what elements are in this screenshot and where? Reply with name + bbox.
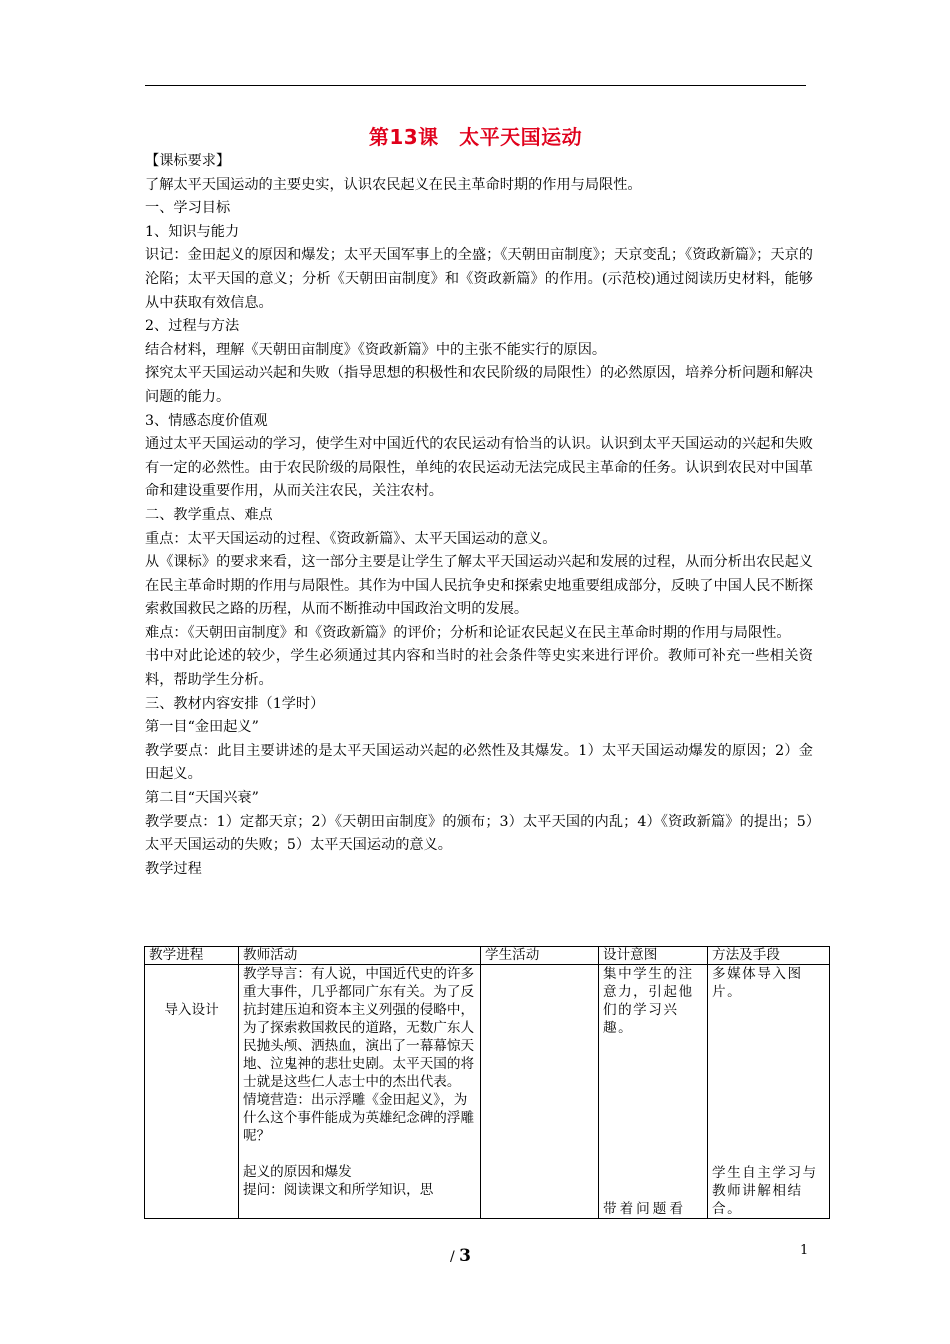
paragraph: 从《课标》的要求来看，这一部分主要是让学生了解太平天国运动兴起和发展的过程，从而分析出农民起义在民主革命时期的作用与局限性。其作为中国人民抗争史和探索史地重要组成部分，反映了中国人民不断探索救国救民之路的历程，从而不断推动中国政治文明的发展。 <box>145 554 813 618</box>
method-text: 多媒体导入图片。 <box>712 966 803 1000</box>
subsection-heading: 第二目“天国兴衰” <box>145 790 259 807</box>
paragraph: 通过太平天国运动的学习，使学生对中国近代的农民运动有恰当的认识。认识到太平天国运动的兴起和失败有一定的必然性。由于农民阶级的局限性，单纯的农民运动无法完成民主革命的任务。认识到农民对中国革命和建设重要作用，从而关注农民，关注农村。 <box>145 436 813 500</box>
cell-method <box>708 965 830 1219</box>
cell-teacher <box>239 965 481 1219</box>
subsection-heading: 3、情感态度价值观 <box>145 412 268 429</box>
page-number: 1 <box>800 1243 809 1258</box>
teacher-topic: 起义的原因和爆发 <box>243 1164 352 1180</box>
subsection-heading: 1、知识与能力 <box>145 223 240 240</box>
section-heading: 一、学习目标 <box>145 200 231 217</box>
cell-student <box>481 965 599 1219</box>
section-heading: 三、教材内容安排（1学时） <box>145 695 325 712</box>
header-method: 方法及手段 <box>708 947 830 965</box>
page-count <box>450 1246 471 1266</box>
paragraph: 探究太平天国运动兴起和失败（指导思想的积极性和农民阶级的局限性）的必然原因，培养分析问题和解决问题的能力。 <box>145 365 813 405</box>
paragraph: 教学要点：此目主要讲述的是太平天国运动兴起的必然性及其爆发。1）太平天国运动爆发的原因；2）金田起义。 <box>145 742 813 783</box>
table-row <box>145 965 830 1219</box>
paragraph: 教学要点：1）定都天京；2）《天朝田亩制度》的颁布；3）太平天国的内乱；4）《资政新篇》的提出；5）太平天国运动的失败；5）太平天国运动的意义。 <box>145 813 813 854</box>
page-total: 3 <box>459 1246 472 1266</box>
header-stage: 教学进程 <box>145 947 239 965</box>
paragraph: 识记：金田起义的原因和爆发；太平天国军事上的全盛；《天朝田亩制度》；天京变乱；《资政新篇》；天京的沦陷；太平天国的意义；分析《天朝田亩制度》和《资政新篇》的作用。(示范校)通过阅读历史材料，能够从中获取有效信息。 <box>145 247 813 311</box>
intent-text: 集中学生的注意力，引起他们的学习兴趣。 <box>603 966 694 1036</box>
paragraph: 结合材料，理解《天朝田亩制度》《资政新篇》中的主张不能实行的原因。 <box>145 341 607 358</box>
method-text-continued: 学生自主学习与教师讲解相结合。 <box>712 1165 818 1217</box>
cell-stage: 导入设计 <box>145 965 239 1219</box>
table-caption: 教学过程 <box>145 860 202 877</box>
header-student: 学生活动 <box>481 947 599 965</box>
paragraph: 了解太平天国运动的主要史实，认识农民起义在民主革命时期的作用与局限性。 <box>145 176 642 193</box>
paragraph: 书中对此论述的较少，学生必须通过其内容和当时的社会条件等史实来进行评价。教师可补充一些相关资料，帮助学生分析。 <box>145 648 813 689</box>
paragraph: 难点：《天朝田亩制度》和《资政新篇》的评价；分析和论证农民起义在民主革命时期的作用与局限性。 <box>145 624 791 641</box>
page-slash: / <box>450 1249 455 1265</box>
section-heading: 【课标要求】 <box>145 153 231 169</box>
document-body <box>145 150 813 881</box>
table-header-row <box>145 947 830 965</box>
teacher-question: 提问：阅读课文和所学知识，思 <box>243 1182 434 1198</box>
header-intent: 设计意图 <box>599 947 708 965</box>
lesson-title: 第13课 太平天国运动 <box>368 125 583 149</box>
teacher-intro: 教学导言：有人说，中国近代史的许多重大事件，几乎都同广东有关。为了反抗封建压迫和资本主义列强的侵略中，为了探索救国救民的道路，无数广东人民抛头颅、洒热血，演出了一幕幕惊天地、泣鬼神的悲壮史剧。太平天国的将士就是这些仁人志士中的杰出代表。 <box>243 966 475 1090</box>
subsection-heading: 2、过程与方法 <box>145 318 240 335</box>
section-heading: 二、教学重点、难点 <box>145 506 273 523</box>
teacher-scenario: 情境营造：出示浮雕《金田起义》，为什么这个事件能成为英雄纪念碑的浮雕呢？ <box>243 1092 475 1144</box>
header-rule <box>145 85 806 86</box>
teaching-process-table <box>144 946 830 1219</box>
subsection-heading: 第一目“金田起义” <box>145 719 259 736</box>
paragraph: 重点：太平天国运动的过程、《资政新篇》、太平天国运动的意义。 <box>145 530 557 547</box>
cell-intent <box>599 965 708 1219</box>
header-teacher: 教师活动 <box>239 947 481 965</box>
intent-text-continued: 带着问题看 <box>603 1201 686 1217</box>
